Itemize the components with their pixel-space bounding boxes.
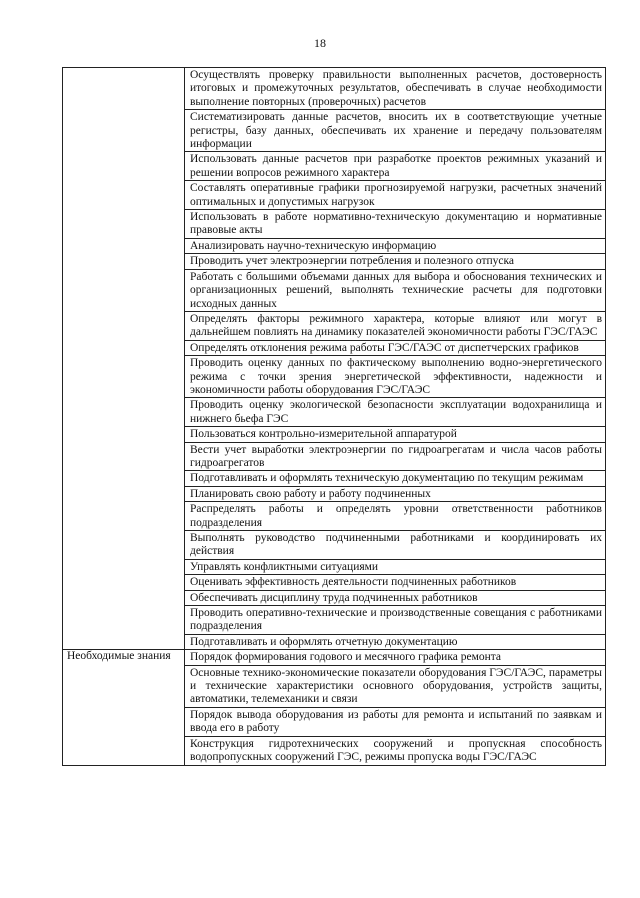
table-cell: Конструкция гидротехнических сооружений и пропускная способность водопропускных сооружений ГЭС, режимы пропуска воды ГЭС/ГАЭС [185, 737, 606, 765]
section-label [63, 68, 185, 649]
table-cell: Использовать в работе нормативно-техническую документацию и нормативные правовые акты [185, 210, 606, 239]
table-cell: Осуществлять проверку правильности выполненных расчетов, достоверность итоговых и промежуточных результатов, обеспечивать в случае необходимости выполнение повторных (проверочных) расчетов [185, 68, 606, 110]
page-number: 18 [314, 36, 326, 50]
table-cell: Проводить учет электроэнергии потребления и полезного отпуска [185, 254, 606, 269]
section-items [185, 650, 606, 764]
table-cell: Анализировать научно-техническую информацию [185, 239, 606, 254]
table-section [63, 650, 606, 765]
section-label: Необходимые знания [63, 650, 185, 764]
table-cell: Определять факторы режимного характера, которые влияют или могут в дальнейшем повлиять на динамику показателей экономичности работы ГЭС/ГАЭС [185, 312, 606, 341]
table-cell: Планировать свою работу и работу подчиненных [185, 487, 606, 502]
table-cell: Подготавливать и оформлять техническую документацию по текущим режимам [185, 471, 606, 486]
table-cell: Работать с большими объемами данных для выбора и обоснования технических и организационных решений, выполнять технические расчеты для подготовки исходных данных [185, 270, 606, 312]
table-cell: Основные технико-экономические показатели оборудования ГЭС/ГАЭС, параметры и технические характеристики основного оборудования, устройств защиты, автоматики, телемеханики и связи [185, 666, 606, 708]
section-items [185, 68, 606, 649]
table-cell: Проводить оценку данных по фактическому выполнению водно-энергетического режима с точки зрения энергетической эффективности, надежности и экономичности работы оборудования ГЭС/ГАЭС [185, 356, 606, 398]
table-section [63, 68, 606, 650]
table-cell: Использовать данные расчетов при разработке проектов режимных указаний и решении вопросов режимного характера [185, 152, 606, 181]
table-cell: Управлять конфликтными ситуациями [185, 560, 606, 575]
table-cell: Проводить оперативно-технические и производственные совещания с работниками подразделения [185, 606, 606, 635]
requirements-table [62, 67, 606, 766]
table-cell: Определять отклонения режима работы ГЭС/ГАЭС от диспетчерских графиков [185, 341, 606, 356]
table-cell: Подготавливать и оформлять отчетную документацию [185, 635, 606, 649]
table-cell: Проводить оценку экологической безопасности эксплуатации водохранилища и нижнего бьефа ГЭС [185, 398, 606, 427]
table-cell: Обеспечивать дисциплину труда подчиненных работников [185, 591, 606, 606]
table-cell: Распределять работы и определять уровни ответственности работников подразделения [185, 502, 606, 531]
table-cell: Оценивать эффективность деятельности подчиненных работников [185, 575, 606, 590]
table-cell: Систематизировать данные расчетов, вносить их в соответствующие учетные регистры, базу данных, обеспечивать их хранение и передачу пользователям информации [185, 110, 606, 152]
table-cell: Пользоваться контрольно-измерительной аппаратурой [185, 427, 606, 442]
table-cell: Выполнять руководство подчиненными работниками и координировать их действия [185, 531, 606, 560]
table-cell: Порядок вывода оборудования из работы для ремонта и испытаний по заявкам и ввода его в работу [185, 708, 606, 737]
table-cell: Составлять оперативные графики прогнозируемой нагрузки, расчетных значений оптимальных и допустимых нагрузок [185, 181, 606, 210]
table-cell: Вести учет выработки электроэнергии по гидроагрегатам и числа часов работы гидроагрегатов [185, 443, 606, 472]
table-cell: Порядок формирования годового и месячного графика ремонта [185, 650, 606, 665]
